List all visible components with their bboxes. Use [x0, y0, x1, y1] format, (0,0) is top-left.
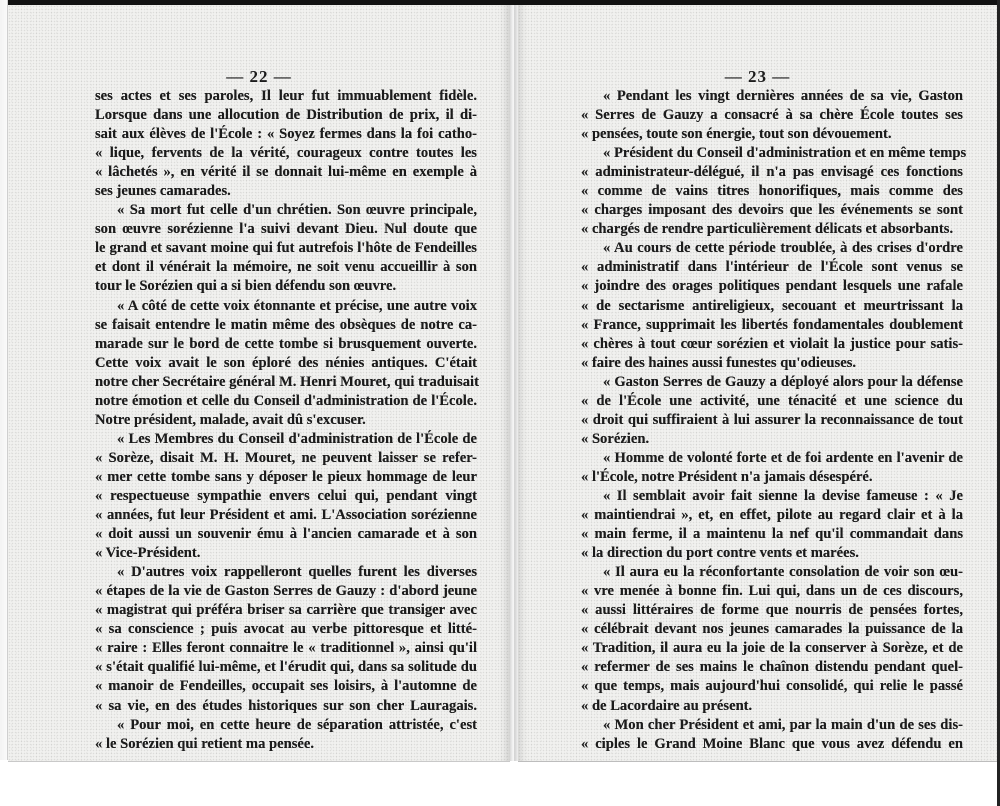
page-stack-edge [0, 0, 8, 760]
text-line: « comme de vains titres honorifiques, mais comme des [581, 183, 963, 200]
text-line: « chères à tout cœur sorézien et violait la justice pour satis- [581, 335, 963, 352]
text-line: sait aux élèves de l'École : « Soyez fermes dans la foi catho- [95, 126, 477, 143]
text-line: notre cher Secrétaire général M. Henri Mouret, qui traduisait [95, 373, 479, 390]
text-line: « de l'École une activité, une ténacité et une science du [581, 392, 963, 409]
text-line: « célébrait devant nos jeunes camarades la puissance de la [581, 621, 963, 638]
text-line: « maintiendrai », et, en effet, pilote au regard clair et à la [581, 507, 963, 524]
text-line: « l'École, notre Président n'a jamais désespéré. [581, 468, 873, 485]
text-line: « Mon cher Président et ami, par la main d'un de ses dis- [603, 716, 963, 733]
left-page [8, 5, 510, 762]
text-line: « D'autres voix rappelleront quelles furent les diverses [117, 564, 477, 581]
text-line: « raire : Elles feront connaitre le « traditionnel », ainsi qu'il [95, 640, 477, 657]
text-line: « main ferme, il a maintenu la nef qu'il commandait dans [581, 526, 963, 543]
text-line: « Pendant les vingt dernières années de sa vie, Gaston [603, 88, 963, 104]
text-line: « droit qui suffiraient à lui assurer la reconnaissance de tout [581, 411, 963, 428]
text-line: marade sur le bord de cette tombe si brusquement ouverte. [95, 335, 477, 352]
book-gutter [510, 5, 518, 761]
text-line: Notre président, malade, avait dû s'excuser. [95, 411, 366, 428]
right-page [518, 5, 997, 762]
text-line: « Il aura eu la réconfortante consolation de voir son œu- [603, 564, 963, 581]
text-line: ses actes et ses paroles, Il leur fut immuablement fidèle. [95, 88, 477, 104]
text-line: « s'était qualifié lui-même, et l'érudit qui, dans sa solitude du [95, 659, 477, 676]
text-line: « respectueuse sympathie envers celui qui, pendant vingt [95, 487, 477, 504]
text-line: le grand et savant moine qui fut autrefois l'hôte de Fendeilles [95, 240, 477, 257]
text-line: « chargés de rendre particulièrement délicats et absorbants. [581, 221, 954, 238]
text-line: « sa conscience ; puis avocat au verbe pittoresque et litté- [95, 621, 477, 638]
text-line: « A côté de cette voix étonnante et précise, une autre voix [117, 297, 477, 314]
page-number: — 22 — [226, 67, 292, 86]
text-line: « aussi littéraires de forme que nourris de pensées fortes, [581, 602, 963, 619]
text-line: « lique, fervents de la vérité, courageux contre toutes les [95, 145, 477, 162]
text-line: « doit aussi un souvenir ému à l'ancien camarade et à son [95, 526, 477, 543]
text-line: « faire des haines aussi funestes qu'odieuses. [581, 354, 857, 371]
text-line: « vre menée à bonne fin. Lui qui, dans un de ces discours, [581, 583, 963, 600]
book-spread [8, 5, 997, 761]
text-line: « Au cours de cette période troublée, à des crises d'ordre [603, 240, 963, 257]
text-line: « Tradition, il aura eu la joie de la conserver à Sorèze, et de [581, 640, 963, 657]
text-line: « sa vie, en des études historiques sur son cher Lauragais. [95, 697, 477, 714]
text-line: « de Lacordaire au présent. [581, 697, 753, 714]
text-line: « Vice-Président. [95, 545, 201, 562]
text-line: Cette voix avait le son éploré des nénies antiques. C'était [95, 354, 477, 371]
text-line: « que temps, mais aujourd'hui consolidé, qui relie le passé [581, 678, 963, 695]
text-line: « magistrat qui préféra briser sa carrière que transiger avec [95, 602, 477, 619]
text-line: « Sorèze, disait M. H. Mouret, ne peuvent laisser se refer- [95, 449, 477, 466]
text-line: « Sorézien. [581, 430, 650, 447]
text-line: « Homme de volonté forte et de foi ardente en l'avenir de [603, 449, 963, 466]
text-line: « Gaston Serres de Gauzy a déployé alors pour la défense [603, 373, 963, 390]
text-line: « Président du Conseil d'administration et en même temps [603, 145, 967, 162]
text-line: ses jeunes camarades. [95, 183, 231, 200]
text-line: son œuvre sorézienne l'a suivi devant Dieu. Nul doute que [95, 221, 477, 238]
text-line: « administrateur-délégué, il n'a pas envisagé ces fonctions [581, 164, 963, 181]
text-line: « Sa mort fut celle d'un chrétien. Son œuvre principale, [117, 202, 477, 219]
text-line: Lorsque dans une allocution de Distribution de prix, il di- [95, 107, 477, 124]
text-line: et dont il vénérait la mémoire, ne soit venu accueillir à son [95, 259, 477, 276]
text-line: « manoir de Fendeilles, occupait ses loisirs, à l'automne de [95, 678, 477, 695]
text-line: « pensées, toute son énergie, tout son dévouement. [581, 126, 892, 143]
page-text [95, 87, 477, 754]
text-line: « charges imposant des devoirs que les événements se sont [581, 202, 963, 219]
text-line: « mer cette tombe sans y déposer le pieux hommage de leur [95, 468, 477, 485]
text-line: « administratif dans l'intérieur de l'École sont venus se [581, 259, 963, 276]
page-number: — 23 — [724, 67, 791, 86]
text-line: « joindre des orages politiques pendant lesquels une rafale [581, 278, 963, 295]
text-line: notre émotion et celle du Conseil d'administration de l'École. [95, 392, 477, 409]
text-line: tour le Sorézien qui a si bien défendu son œuvre. [95, 278, 397, 295]
text-line: « années, fut leur Président et ami. L'Association sorézienne [95, 507, 477, 524]
text-line: « ciples le Grand Moine Blanc que vous avez défendu en [581, 735, 963, 752]
text-line: « le Sorézien qui retient ma pensée. [95, 735, 315, 752]
text-line: « Pour moi, en cette heure de séparation attristée, c'est [117, 716, 477, 733]
page-text [581, 87, 967, 754]
text-line: « la direction du port contre vents et marées. [581, 545, 859, 562]
text-line: « étapes de la vie de Gaston Serres de Gauzy : d'abord jeune [95, 583, 477, 600]
text-line: « de sectarisme antireligieux, secouant et meurtrissant la [581, 297, 963, 314]
text-line: « refermer de ses mains le chaînon distendu pendant quel- [581, 659, 963, 676]
text-line: « Serres de Gauzy a consacré à sa chère École toutes ses [581, 107, 963, 124]
text-line: « lâchetés », en vérité il se donnait lui-même en exemple à [95, 164, 477, 181]
text-line: « Les Membres du Conseil d'administration de l'École de [117, 430, 477, 447]
text-line: « Il semblait avoir fait sienne la devise fameuse : « Je [603, 487, 963, 504]
text-line: se faisait entendre le matin même des obsèques de notre ca- [95, 316, 477, 333]
text-line: « France, supprimait les libertés fondamentales doublement [581, 316, 963, 333]
